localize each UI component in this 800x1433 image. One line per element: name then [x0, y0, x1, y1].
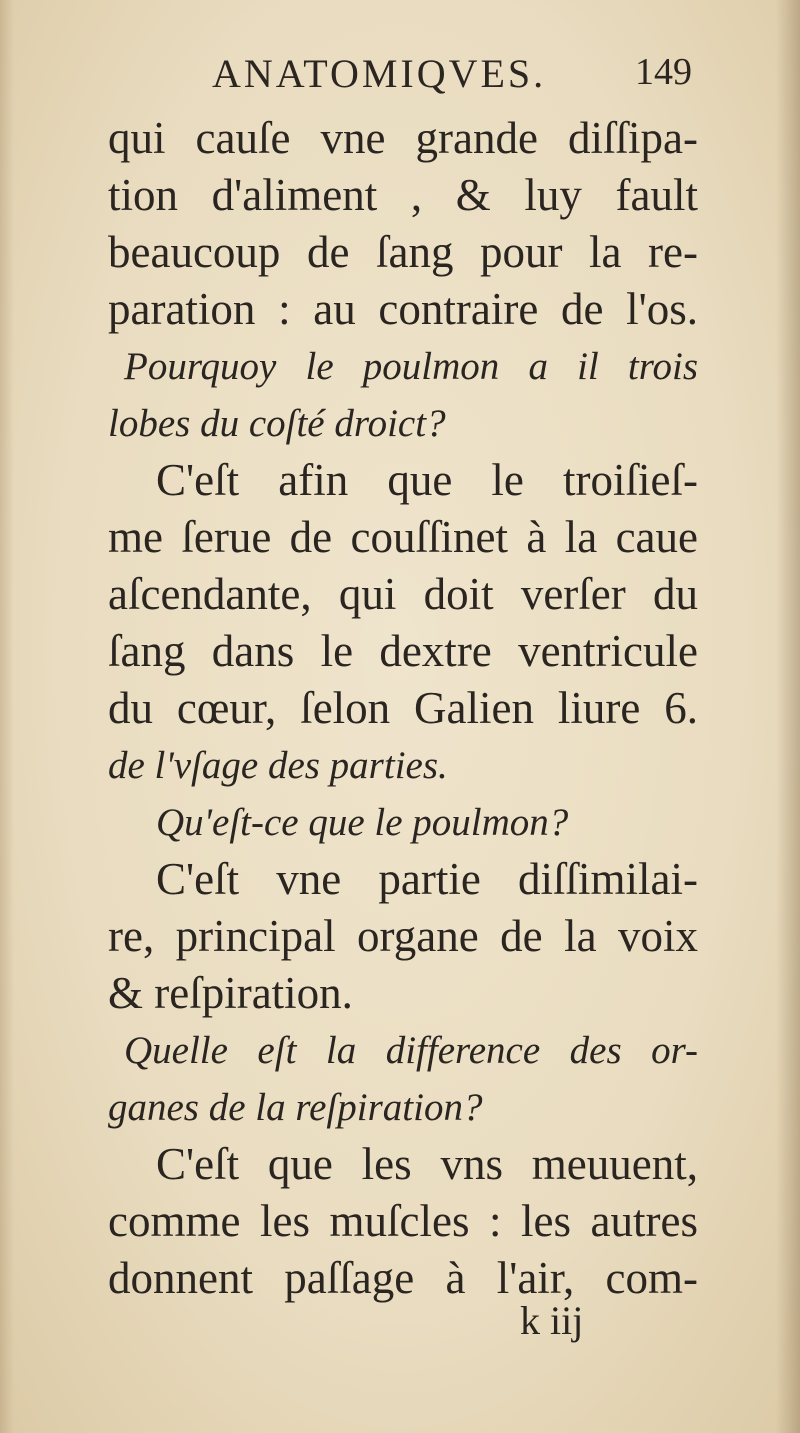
text-line: comme les muſcles : les autres: [108, 1196, 698, 1246]
running-head-title: ANATOMIQVES.: [212, 51, 547, 96]
text-line: me ſerue de couſſinet à la caue: [108, 512, 698, 562]
question-line: ganes de la reſpiration?: [108, 1086, 483, 1129]
text-line: re, principal organe de la voix: [108, 911, 698, 961]
text-line: & reſpiration.: [108, 968, 353, 1018]
question-line: Quelle eſt la difference des or-: [124, 1029, 698, 1072]
text-line: tion d'aliment , & luy fault: [108, 170, 698, 220]
text-line: ſang dans le dextre ventricule: [108, 626, 698, 676]
signature-mark: k iij: [520, 1298, 584, 1343]
text-line: paration : au contraire de l'os.: [108, 284, 698, 334]
question-line: Pourquoy le poulmon a il trois: [124, 345, 698, 388]
question-line: lobes du coſté droict?: [108, 402, 446, 445]
answer-line: C'eſt que les vns meuuent,: [156, 1139, 698, 1189]
page-edge-shadow: [776, 0, 800, 1433]
text-line: beaucoup de ſang pour la re-: [108, 227, 698, 277]
text-block: [108, 110, 698, 1307]
text-line: de l'vſage des parties.: [108, 744, 448, 787]
page-number: 149: [635, 51, 692, 93]
text-line: qui cauſe vne grande diſſipa-: [108, 113, 698, 163]
running-head: [212, 50, 692, 100]
text-line: du cœur, ſelon Galien liure 6.: [108, 683, 698, 733]
answer-line: C'eſt vne partie diſſimilai-: [156, 854, 698, 904]
gutter-shadow: [0, 0, 14, 1433]
question-line: Qu'eſt-ce que le poulmon?: [156, 801, 569, 844]
text-line: aſcendante, qui doit verſer du: [108, 569, 698, 619]
text-line: donnent paſſage à l'air, com-: [108, 1253, 698, 1303]
answer-line: C'eſt afin que le troiſieſ-: [156, 455, 698, 505]
